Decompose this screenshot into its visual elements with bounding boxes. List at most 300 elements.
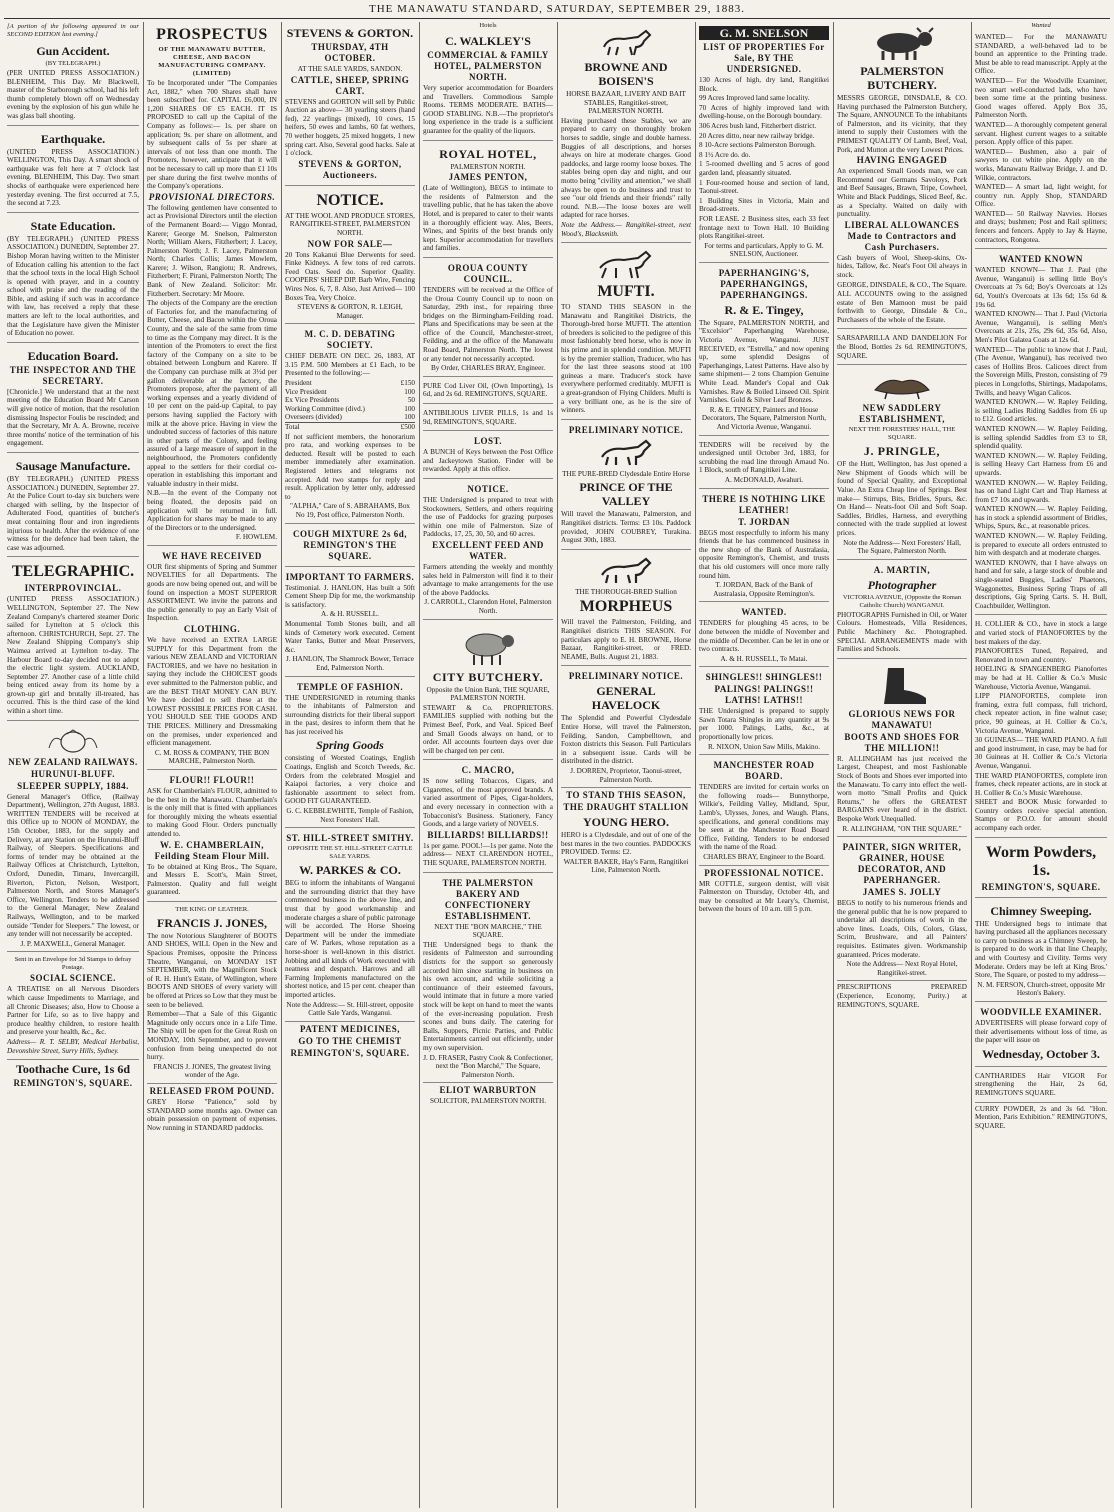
ad-signature: For terms and particulars, Apply to G. M. SNELSON, Auctioneer. [704,241,824,259]
news-earthquake [7,128,139,213]
subheadline: THE INSPECTOR AND THE SECRETARY. [9,364,137,386]
ad-signature: Note the Address— Next Foresters' Hall, The Square, Palmerston North. [843,538,961,556]
ad-notice-wool [285,188,415,325]
headline: PALMERSTON BUTCHERY. [860,64,944,92]
ad-text: FOR LEASE. 2 Business sites, each 33 feet frontage next to Town Hall. 10 Building plots Rangitikei-street. [699,214,829,241]
ad-text: If not sufficient members, the honorarium pro rata, and working expenses to be deducted. Result will be posted to each member immediately after examination. Registered letters and telegrams not accepted. Add two stamps for reply and result. Application by letter only, addressed to [285,432,415,501]
subheadline: THE DRAUGHT STALLION [563,802,689,813]
section-label: Hotels [479,22,497,29]
column-2 [144,22,280,1508]
ad-signature: "ALPHA," Care of S. ABRAHAMS, Box No 19, Post office, Palmerston North. [289,502,411,519]
ad-prescriptions [837,983,967,1009]
ad-signature: J. DORREN, Proprietor, Taonui-street, Palmerston North. [570,766,682,784]
prize-table [285,379,415,432]
headline: Chimney Sweeping. [990,903,1092,918]
ad-shingles [699,669,829,755]
ad-text: Will travel the Manawatu, Palmerston, and Rangitikei districts. Terms: £3 10s. Paddock provided, JOHN COUBREY, Turakina. August 30th, 1883. [561,510,691,545]
subheadline: AT THE WOOL AND PRODUCE STORES, RANGITIKEI-STREET, PALMERSTON NORTH. [285,211,415,237]
list-item: WANTED KNOWN— That J. Paul (the Avenue, Wanganui) is selling little Boy's Overcoats at 7s 6d; Boy's Overcoats at 12s 6d, Youth's Overcoats at 13s 6d; 15s 6d & 19s 6d. [975,266,1107,309]
ad-text: STEVENS and GORTON will sell by Public Auction as above— 30 yearling steers (hand fed), 22 yearlings (mixed), 10 cows, 15 heifers, 50 ewes and lambs, 60 fat wethers, 70 wether hoggets, 25 mixed hoggets, 1 new spring cart. Also, Several good hacks. Sale at 1 o'clock. [285,97,415,158]
headline: GLORIOUS NEWS FOR MANAWATU! [848,708,956,730]
subheadline: THE KING OF LEATHER. [175,905,249,913]
ad-signature: A. & H. RUSSELL. [321,610,379,619]
ad-text: THE Undersigned begs to thank the residents of Palmerston and surrounding districts for the support so generously accorded him since starting in business on his own account, and while soliciting a continuance of their esteemed favours, would intimate that in future a more varied stock will be kept on hand to meet the wants of the ever-increasing population. Fresh scones and buns daily. The catering for Balls, Suppers, Picnic Parties, and Public Entertainments carried out efficiently, under my own supervision. [423,940,553,1052]
ad-flour [147,772,277,902]
saddle-icon [867,372,937,400]
headline: OROUA COUNTY COUNCIL. [447,262,529,284]
ad-text: PURE Cod Liver Oil, (Own Importing), 1s 6d, and 2s 6d. REMINGTON'S, SQUARE. [423,381,553,399]
list-item: 1 5-roomed dwelling and 5 acres of good garden land, pleasantly situated. [699,160,829,177]
column-7 [834,22,970,1508]
list-item: WANTED— The public to know that J. Paul, (The Avenue, Wanganui), has received two cases of Hollins Bros. Calicoes direct from the Sovereign Mills, Preston, consisting of 79 pieces in Longcloths, Shirtings, Madapolams, Twills, and heavy Wigan Calicos. [975,345,1107,397]
ad-signature: W. E. CHAMBERLAIN, Feilding Steam Flour Mill. [154,839,270,861]
ad-morpheus [561,552,691,667]
subheadline: Wednesday, October 3. [982,1046,1100,1061]
ad-text: General Manager's Office, (Railway Department), Wellington, 27th August, 1883. WRITTEN TENDERS will be received at this Office up to NOON of MONDAY, the 15th October, 1883, for the supply and Delivery, at any Station on the Hurunui-Bluff Railway, of Sleepers. Specifications and forms of tender may be obtained at the Railway Offices at Christchurch, Lyttelton, Oxford, Dunedin, Timaru, Invercargill, Riverton, Picton, Nelson, Westport, Palmerston North, and Stores Manager's Office, Wellington. Tenders to be addressed to the General Manager, New Zealand Railways, Wellington, and to be marked outside "Tender for Sleepers." The lowest, or any tender will not necessarily be accepted. [7,792,139,939]
ad-text: TENDERS will be received by the undersigned until October 3rd, 1883, for scrubbing the road line through Arnaud No. 1 Block, south of Rangitikei Line. [699,440,829,475]
headline: NEW SADDLERY ESTABLISHMENT, [859,403,945,425]
ad-signature: G. C. KEBBLEWHITE, Temple of Fashion, Next Foresters' Hall. [286,807,414,824]
list-item: WANTED— A thoroughly competent general servant. Highest current wages to a suitable person. Apply office of this paper. [975,120,1107,147]
subheadline: JAMES S. JOLLY [862,887,942,898]
ad-signature: CHARLES BRAY, Engineer to the Board. [703,853,825,861]
list-item: THE WARD PIANOFORTES, complete iron frames, check repeater actions, are in stock at H. Collier & Co.'s Music Warehouse. [975,771,1107,797]
ad-signature: Note the Address:— St. Hill-street, opposite Cattle Sale Yards, Wanganui. [286,1000,414,1018]
list-item: WANTED— Bushmen, also a pair of sawyers to cut white pine. Apply on the works, Manawatu Railway Bridge, J. and D. Wilkie, contractors. [975,147,1107,182]
ad-text: The objects of the Company are the erection of Factories for, and the manufacturing of Butter, Cheese, and Bacon within the Oroua County, and the sale of the same from time to time as the Company may direct. It is the intention of the Promoters to erect the first factory of the Company on a site to be obtained between Longburn and Karere. If the Company can purchase milk at 3½d per gallon deliverable at the factory, the Promoters propose, after the payment of all working expenses and a yearly dividend of 10 per cent on the paid-up Capital, to pay persons having supplied the Factory with milk at the above price. Having in view the undoubted success of factories of this nature in other parts of the Colony, and feeling assured of a large measure of support in the neighbourhood, the Promoters confidently appeal to the settlers for their cordial co-operation in establishing this important and valuable industry in their midst. [147,299,277,488]
ad-text: TENDERS will be received at the Office of the Oroua County Council up to noon on Saturday, 29th inst., for repairing three bridges on the Birmingham-Feilding road. Plans and Specifications may be seen at the office of the Council, Manchester-street, Feilding, and at the office of the Manawatu Road Board, Palmerston North. The lowest or any tender not necessarily accepted. [423,285,553,363]
headline: Sausage Manufacture. [15,459,131,473]
list-item: WANTED KNOWN.— W. Rapley Feilding, is prepared to execute all orders entrusted to him with despatch and at moderate charges. [975,532,1107,558]
ad-mufti [561,245,691,420]
subheadline: W. PARKES & CO. [299,863,401,878]
headline: PRELIMINARY NOTICE. [568,671,684,682]
article-text: (BY TELEGRAPH.) (UNITED PRESS ASSOCIATION.) DUNEDIN, September 27. Bishop Moran having written to the Minister of Education calling his attention to the fact that the school texts in the local High School is opened with prayer, and in a country school with praise and the reading of the Bible, and asking if such was in accordance with law, has received a reply that these matters are left to the local authorities, and that the Legislature have given the Minister of Education no power. [7,234,139,338]
ad-manchester [699,757,829,865]
headline: PAPERHANGING'S, PAPERHANGINGS, PAPERHANGINGS. [718,267,810,300]
ad-tingey [699,265,829,436]
subheadline: REMINGTON'S, SQUARE. [981,881,1101,892]
subheadline: JAMES PENTON, [448,172,528,183]
ad-text: TO STAND THIS SEASON in the Manawatu and Rangitikei Districts, the Thorough-bred horse MUFTI. The attention of breeders is solicited to the pedigree of this most fashionably bred horse, who is now in his prime and in splendid condition. MUFTI is by the premier stallion, Traducer, who has for the last three seasons stood at 100 guineas a mare. Traducer's stock have everywhere performed creditably. MUFTI is a great-grandson of Flying Childers. Mufti is a very brilliant one, as he is the sire of winners. [561,303,691,415]
list-item: 1 Four-roomed house and section of land, Taonui-street. [699,178,829,196]
column-5 [558,22,694,1508]
ad-social-science [7,954,139,1060]
ad-text: The following gentlemen have consented to act as Provisional Directors until the election of the Permanent Board:— Viggo Monrad, Karere; George M. Snelson, Palmerston North; William Akers, Fitzherbert; J. Lacey, Palmerston North; J. F. Lacey, Palmerston North; Charles Collis; James Mowlem, Karere; J. Wilson, Rangiotu; R. Andrews, Fitzherbert; F. Pirani, Palmerston North; The Bank of New Zealand. Solicitor: Mr. Fitzherbert. Secretary: Mr Moore. [147,203,277,298]
ad-text: Remember—That a Sale of this Gigantic Magnitude only occurs once in a Life Time. The Ship will be open for the Great Rush on MONDAY, 10th September, and to prevent confusion from being unexpected do not hurry. [147,1010,277,1062]
headline: ELIOT WARBURTON [439,1085,537,1096]
ad-havelock [561,668,691,788]
ad-text: Will travel the Palmerston, Feilding, and Rangitikei districts THIS SEASON. For particulars apply to E. H. BROWNE, Horse Bazaar, Rangitikei-street, or FRED. NEAME, Bulls. August 21, 1883. [561,618,691,661]
ad-worm-powders [975,840,1107,898]
subheadline: A. MARTIN, [873,564,931,575]
ad-smithy [285,830,415,1022]
ad-text: TENDERS are invited for certain works on the following roads— Bunnythorpe, Wilkie's, Feilding Valley, Midland, Spur, Lamb's, Ulysses, Jones, and Waugh. Plans, specifications, and general conditions may be seen at the Manchester Road Board Office, Feilding. Tenders to be endorsed with the name of the Road. [699,783,829,852]
ad-temple-fashion [285,679,415,829]
headline: LOST. [473,436,503,447]
boot-icon [874,666,930,706]
news-gun-accident [7,40,139,126]
list-item: 99 Acres Improved land same locality. [699,94,810,103]
prize-label: Ex Vice Presidents [285,396,340,405]
headline: FRANCIS J. JONES, [156,915,267,930]
ad-signature: R. ALLINGHAM, "ON THE SQUARE." [842,824,962,833]
prize-amount: 100 [404,387,415,396]
ad-text: N.B.—In the event of the Company not being floated, the deposits paid on application will be returned in full. Application for shares may be made to any of the Directors or to the undersigned. [147,489,277,532]
subheadline: CLOTHING. [183,624,241,635]
masthead: THE MANAWATU STANDARD, SATURDAY, SEPTEMBER 29, 1883. [369,3,745,15]
subheadline: GENERAL HAVELOCK [591,684,661,713]
horse-icon [596,27,656,57]
ad-palmerston-butchery [837,22,967,329]
ad-text: ASK for Chamberlain's FLOUR, admitted to be the best in the Manawatu. Chamberlain's is the only mill that is fitted with appliances for thoroughly mixing the wheats essential to making Good Flour. Orders punctually attended to. [147,786,277,838]
ad-signature: By Order, CHARLES BRAY, Engineer. [430,364,546,373]
news-education-board [7,345,139,453]
prize-label: Overseers (divided) [285,413,342,422]
ad-sarsaparilla [837,331,967,365]
article-text: (UNITED PRESS ASSOCIATION.) WELLINGTON, This Day. A smart shock of earthquake was felt here at 7 o'clock last evening. BLENHEIM, This Day. Two smart shocks of earthquake were experienced here yesterday evening. The first occurred at 7.5, the second at 7.23. [7,147,139,208]
ad-text: PHOTOGRAPHS Furnished in Oil, or Water Colours. Homesteads, Villa Residences, Public Machinery &c. Photographed. SPECIAL ARRANGEMENTS made with Families and Schools. [837,610,967,654]
headline: Photographer [867,577,937,592]
ad-signature: J. CARROLL, Clarendon Hotel, Palmerston North. [424,598,552,615]
headline: MORPHEUS [579,598,673,616]
subheadline: NEXT THE "BON MARCHE," THE SQUARE. [434,922,542,940]
subheadline: SOLICITOR, PALMERSTON NORTH. [429,1097,547,1106]
headline: PATENT MEDICINES, [299,1023,401,1034]
list-item: WANTED— For the MANAWATU STANDARD, a well-behaved lad to be bound an apprentice to the Printing trade. Must be able to read manuscript. Apply at the Office. [975,33,1107,76]
byline: (BY TELEGRAPH.) [45,60,101,67]
ad-signature: N. M. FERSON, Church-street, opposite Mr Heston's Bakery. [977,980,1105,998]
subheadline: BILLIARDS! BILLIARDS!! [427,829,549,840]
wanted-known-list [975,251,1107,615]
ad-text: Very superior accommodation for Boarders and Travellers. Commodious Sample Rooms. TERMS MODERATE. BATHS—GOOD STABLING. N.B.—The proprietor's long experience in the trade is a sufficient guarantee for the quality of the liquors. [423,84,553,135]
list-item: HOELING & SPANGENBERG Pianofortes may be had at H. Collier & Co.'s Music Warehouse, Victoria Avenue, Wanganui. [975,665,1107,691]
ad-macro [423,762,553,872]
ad-text: THE Undersigned begs to intimate that having purchased all the appliances necessary to carry on business as a Chimney Sweep, he is prepared to do work in that line Cheaply, and with Courtesy and Civility. Terms very Moderate. Orders may be left at King Bros.' Store, The Square, or posted to my address— [975,919,1107,980]
ad-signature: GEORGE, DINSDALE, & CO., The Square. [837,280,967,289]
ad-signature: T. JORDAN, Back of the Bank of Australasia, Opposite Remington's. [713,581,815,598]
list-item: WANTED— A smart lad, light weight, for country run. Apply Shop, STANDARD Office. [975,183,1107,209]
list-item: WANTED KNOWN.— W. Rapley Feilding, has in stock a splendid assortment of Bridles, Whips, Spurs, &c., at reasonable prices. [975,505,1107,531]
headline: M. C. D. DEBATING SOCIETY. [304,329,396,351]
headline: THE PALMERSTON BAKERY AND CONFECTIONERY ESTABLISHMENT. [442,877,534,921]
ad-farmers [285,569,415,677]
subheadline: OPPOSITE THE ST. HILL-STREET CATTLE SALE YARDS. [287,845,413,861]
ad-wanted-plough [699,604,829,667]
ad-signature: A. & H. RUSSELL, Te Matai. [720,654,808,663]
list-item: H. COLLIER & CO., have in stock a large and varied stock of PIANOFORTES by the best makers of the day. [975,620,1107,646]
subheadline: LIBERAL ALLOWANCES Made to Contractors and Cash Purchasers. [844,219,960,252]
ad-royal-hotel [423,143,553,258]
prize-amount: 100 [404,404,415,413]
ad-text: PRESCRIPTIONS PREPARED (Experience, Economy, Purity.) at REMINGTON'S, SQUARE. [837,983,967,1009]
ad-pound [147,1086,277,1132]
horse-icon [596,439,656,467]
column-6 [696,22,832,1508]
list-item: 8 1½ Acre do. do. [699,150,751,159]
headline: Education Board. [27,348,119,363]
ad-walkley [423,30,553,141]
news-telegraphic [7,559,139,720]
article-text: (PER UNITED PRESS ASSOCIATION.) BLENHEIM, This Day. Mr Blackwell, master of the Starborough school, had his left thumb completely blown off on Wednesday evening by the explosion of his gun while he was glass ball shooting. [7,69,139,120]
headline: Earthquake. [40,131,106,146]
ad-signature: Note the Address— Next Royal Hotel, Rangitikei-street. [846,960,958,977]
ad-paddocks [423,481,553,620]
subheadline: VICTORIA AVENUE, (Opposite the Roman Catholic Church) WANGANUI. [842,593,962,609]
horse-icon [596,557,656,585]
headline: COUGH MIXTURE 2s 6d, REMINGTON'S THE SQUARE. [292,528,407,561]
ad-warburton [423,1085,553,1106]
edition-note: [A portion of the following appeared in our SECOND EDITION last evening.] [7,23,139,38]
subheadline: PALMERSTON NORTH. [450,162,526,171]
ad-text: An experienced Small Goods man, we can Recommend our Germans Savoloys, Pork and Beef Sausages, Brawn, Tripe, Cowheel, White and Black Puddings, Sliced Beef, &c. as a Specialty. Waited on daily with punctuality. [837,167,967,219]
article-text: (BY TELEGRAPH.) (UNITED PRESS ASSOCIATION.) DUNEDIN, September 27. At the Police Court to-day six butchers were charged with selling, by the Inspector of Adulterated Food, quantities of butcher's meat containing flour and iron ingredients injurious to health. After the evidence of one witness for the defence had been taken, the case was adjourned. [7,475,139,552]
ad-text: (Late of Wellington), BEGS to intimate to the residents of Palmerston and the travelling public, that he has taken the above Hotel, and is prepared to cater to their wants in a thoroughly efficient way. Ales, Beers, Wines, and Spirits of the best brands only kept. Superior accommodation for travellers and families. [423,184,553,253]
subheadline: OF THE MANAWATU BUTTER, CHEESE, AND BACON MANUFACTURING COMPANY. (LIMITED) [158,46,266,77]
subheadline: SLEEPER SUPPLY, 1884. [17,780,129,791]
subheadline: THE PURE-BRED Clydesdale Entire Horse [562,469,690,478]
headline: WANTED. [741,607,787,618]
prize-label: Total [285,423,300,432]
headline: RELEASED FROM POUND. [149,1085,275,1096]
subheadline: J. PRINGLE, [863,444,941,459]
ad-signature: J. P. MAXWELL, General Manager. [20,939,126,948]
article-text: (UNITED PRESS ASSOCIATION.) WELLINGTON, September 27. The New Zealand Company's chartered steamer Doric sailed for Lyttelton at 5 o'clock this afternoon. CHRISTCHURCH, Sept. 27. The New Zealand Shipping Company's ship Waimea arrived at Lyttelton to-day. The Harbour Board to-day decided not to adopt the electric light system. AUCKLAND, September 27. Another case of a little child being enticed away from its home by a grown-up girl and brutally ill-treated, has occurred. This is the third case of the kind within a short time. [7,595,139,716]
list-item: WANTED KNOWN.— W. Rapley Feilding, has on hand Light Cart and Trap Harness at from £7 10s and upwards. [975,478,1107,504]
ad-allingham [837,661,967,837]
prize-row [285,388,415,397]
headline: PAINTER, SIGN WRITER, GRAINER, HOUSE DECORATOR, AND PAPERHANGER. [842,842,962,886]
headline: Gun Accident. [36,44,110,58]
ad-text: CURRY POWDER, 2s and 3s 6d. "Hon. Mention, Paris Exhibition." REMINGTON'S, SQUARE. [975,1104,1107,1130]
subheadline: T. JORDAN [738,516,790,527]
list-item: PIANOFORTES Tuned, Repaired, and Renovated in town and country. [975,647,1107,664]
ad-saddlery [837,367,967,560]
ad-toothache [7,1062,139,1089]
ad-signature: J. D. FRASER, Pastry Cook & Confectioner, next the "Bon Marché," The Square, Palmerston North. [423,1053,553,1079]
list-item: WANTED— For the Woodville Examiner, two smart well-conducted lads, who have been some time at the printing business. Good wages offered. Apply Box 35, Palmerston North. [975,76,1107,120]
prize-row [285,379,415,388]
headline: IMPORTANT TO FARMERS. [285,571,415,582]
headline: SOCIAL SCIENCE. [29,973,117,984]
list-item: 30 GUINEAS— THE WARD PIANO. A full and good instrument, in case, may be had for 30 Guineas at H. Collier & Co.'s Victoria Avenue, Wanganui. [975,736,1107,770]
ad-text: THE Undersigned is prepared to treat with Stockowners, Settlers, and others requiring the use of Paddocks for grazing purposes within one mile of Palmerston. Size of Paddocks, 17, 25, 30, 50, and 60 acres. [423,496,553,539]
ad-boots-jones [147,904,277,1084]
list-item: WANTED KNOWN— That J. Paul (Victoria Avenue, Wanganui), is selling Men's Overcoats at 21s, 25s, 29s 6d, 35s 6d, Also, Men's Pilot Galatea Coats at 12s 6d. [975,310,1107,344]
list-item: 306 Acres bush land, Fitzherbert district. [699,121,817,130]
subheadline: PRINCE OF THE VALLEY [579,480,673,509]
ad-lost [423,433,553,479]
list-item: 70 Acres of highly improved land with dwelling-house, on the Borough boundary. [699,103,829,121]
ad-city-butchery [423,622,553,761]
headline: TEMPLE OF FASHION. [296,681,404,692]
headline: NOTICE. [316,191,384,209]
ad-text: CANTHARIDES Hair VIGOR For strengthening the Hair, 2s 6d, REMINGTON'S SQUARE. [975,1071,1107,1097]
ad-text: HERO is a Clydesdale, and out of one of the best mares in the two counties. PADDOCKS PROVIDED. Terms: £2. [561,831,691,857]
ad-railways [7,723,139,953]
news-state-education [7,215,139,343]
ad-signature: R. & E. TINGEY, Painters and House Decorators, The Square, Palmerston North, And Victoria Avenue, Wanganui. [701,405,827,431]
ad-curry [975,1105,1107,1131]
ad-text: The now Notorious Slaughterer of BOOTS AND SHOES, WILL Open in the New and Spacious Premises, opposite the Princess Theatre, Wanganui, on MONDAY 1ST SEPTEMBER, with the Magnificent Stock of R. H. Hunt's Estate, of Wellington, where BOOTS AND SHOES of every variety will be offered at Prices so Low that they must be seen to be believed. [147,931,277,1009]
subheadline: GO TO THE CHEMIST [298,1035,402,1046]
headline: ROYAL HOTEL, [439,146,537,161]
prize-row [285,413,415,422]
subheadline: PALINGS! PALINGS!! LATHS! LATHS!! [714,684,814,706]
ad-jordan [699,491,829,603]
headline: PRELIMINARY NOTICE. [568,424,684,435]
headline: TELEGRAPHIC. [11,563,135,581]
headline: PROFESSIONAL NOTICE. [704,867,824,878]
ad-text: R. ALLINGHAM has just received the Largest, Cheapest, and most Fashionable Stock of Boots and Shoes ever imported into the Manawatu. To carry into effect the well-worn motto "Small Profits and Quick Returns," he offers the GREATEST BARGAINS ever heard of in the district. Bespoke Work Unequalled. [837,754,967,823]
ad-text: GREY Horse "Patience," sold by STANDARD some months ago. Owner can obtain possession on payment of expenses. Now running in STANDARD paddocks. [147,1097,277,1132]
subheadline: REMINGTON'S, SQUARE. [13,1078,133,1089]
subheadline: HURUNUI-BLUFF. [31,768,115,779]
headline: STEVENS & GORTON. [286,26,414,40]
prize-row [285,422,415,432]
ad-note: Note the Address.— Rangitikei-street, next Wood's, Blacksmith. [561,220,691,238]
headline: MUFTI. [597,283,655,301]
subheadline: LIST OF PROPERTIES For Sale, BY THE UNDERSIGNED. [703,42,825,74]
prize-label: President [285,379,312,388]
subheadline: PROVISIONAL DIRECTORS. [148,191,276,202]
headline: C. MACRO, [461,765,515,776]
ad-woodville [975,1004,1107,1067]
ad-text: OF the Hutt, Wellington, has Just opened a New Shipment of Goods which will be found of Special Quality, and Exceptional Value. An Extra Cheap line of Springs. Best make— Stirrups, Bits, Bridles, Spurs, &c. On Hand— Neats-foot Oil and Soft Soap. Saddles, Bridles, Harness, and everything connected with the trade supplied at lowest prices. [837,460,967,537]
ad-cantharides [975,1069,1107,1103]
ad-text: consisting of Worsted Coatings, English Coatings, English and Scotch Tweeds, &c. Orders from the celebrated Mosgiel and Kaiapoi factories, a very choice and fashionable assortment to select from. GOOD FIT GUARANTEED. [285,754,415,806]
subheadline: CATTLE, SHEEP, SPRING CART. [290,74,410,96]
list-item: WANTED KNOWN, that I have always on hand and for sale, a large stock of double and single-seated Buggies, Ladies' Phaetons, Waggonettes, Business Spring Traps of all descriptions, Gig Spring Carts. S. H. Bull, Coachbuilder, Wellington. [975,558,1107,610]
ad-text: To be Incorporated under "The Companies Act, 1882," when 700 Shares shall have been subscribed for. CAPITAL £6,000, IN 1,200 SHARES OF £5 EACH. IT IS PROPOSED to call up the Capital of the Company as follows:— 1s. per share on application; 9s. per share on allotment, and by subsequent calls of 5s per share at intervals of not less than one month. The Promoters, however, anticipate that it will not be necessary to call up more than £1 10s per share during the first twelve months of the Company's operations. [147,79,277,191]
ad-text: Farmers attending the weekly and monthly sales held in Palmerston will find it to their advantage to make arrangements for the use of the above Paddocks. [423,562,553,597]
ad-text: ALL ACCOUNTS owing to the assigned estate of Ben Mamoon must be paid forthwith to George, Dinsdale & Co., Purchasers of the whole of the Estate. [837,290,967,324]
ad-jolly [837,839,967,981]
prize-amount: £500 [400,423,415,432]
list-item: SHEET and BOOK Music forwarded to Country orders receive special attention. Stamps or P.O.O. for amount should accompany each order. [975,798,1107,833]
list-item: 1 Building Sites in Victoria, Main and Broad-streets. [699,196,829,214]
ad-signature: STEVENS & GORTON, R. LEIGH, Manager. [297,303,403,320]
ad-signature: R. NIXON, Union Saw Mills, Makino. [707,742,820,751]
bull-icon [867,27,937,61]
headline: Worm Powders, 1s. [985,843,1097,879]
column-1 [4,22,142,1508]
headline: NOTICE. [467,484,509,494]
ad-text: 1s per game. POOL!—1s per game. Note the address— NEXT CLARENDON HOTEL, THE SQUARE, PALMERSTON NORTH. [423,841,553,868]
ad-signature: FRANCIS J. JONES, The greatest living wonder of the Age. [153,1062,271,1080]
list-item: WANTED KNOWN.— W. Rapley Feilding, is selling splendid Saddles from £3 to £8, splendid quality. [975,424,1107,451]
ad-chimney [975,900,1107,1002]
ad-text: BEGS most respectfully to inform his many friends that he has commenced business in the new shop of the Bank of Australasia, opposite Remington's, Chemist, and trusts that his old customers will once more rally round him. [699,528,829,580]
ad-text: The Square, PALMERSTON NORTH, and "Excelsior" Paperhanging Warehouse, Victoria Avenue, Wanganui. JUST RECEIVED, ex "Estrella," and now opening up, some splendid Designs of Paperhangings, Latest Patterns. Have also by same shipment— 2 tons Champion Genuine White Lead. Mander's Copal and Oak Varnishes. Raw & Boiled Linseed Oil. Spirit Varnishes. Gold & Silver Leaf Bronzes. [699,318,829,405]
ad-bakery [423,875,553,1084]
ad-text: 20 Tons Kakanui Blue Derwents for seed. Finke Kidneys. A few tons of red carrots. Feed Oats. Seed do. Superior Quality. COOPERS' SHEEP DIP. Barb Wire, Fencing Wires Nos. 6, 7, 8. Also, Just Arrived— 100 Boxes Tea, Very Choice. [285,250,415,302]
subheadline: YOUNG HERO. [582,815,669,830]
ad-text: THE UNDERSIGNED in returning thanks to the inhabitants of Palmerston and surrounding districts for their liberal support in the past, desires to inform them that he has just received his [285,693,415,736]
ad-signature: WALTER BAKER, Hay's Farm, Rangitikei Line, Palmerston North. [563,857,689,875]
ad-text: SARSAPARILLA AND DANDELION For the Blood, Bottles 2s 6d. REMINGTON'S, SQUARE. [837,334,967,360]
ad-cod-liver [423,379,553,404]
headline: C. WALKLEY'S [445,34,531,48]
article-text: [Chronicle.] We understand that at the next meeting of the Education Board Mr Carson will give notice of motion, that the resolution dismissing Inspector Foulis be rescinded; and that the Secretary, Mr A. A. Browne, receive three months' notice of the termination of his engagement. [7,387,139,448]
prize-amount: 100 [404,413,415,422]
prize-label: Vice President [285,387,327,396]
ad-text: MR COTTLE, surgeon dentist, will visit Palmerston on Thursday, October 4th, and may be consulted at Mr Leary's, Chemist, between the hours of 10 a.m. till 5 p.m. [699,879,829,914]
ad-text: THE Undersigned is prepared to supply Sawn Totara Shingles in any quantity at 9s per 1000. Palings, Laths, &c., at proportionally low prices. [699,707,829,742]
subheadline: R. & E. Tingey, [724,302,804,317]
headline: FLOUR!! FLOUR!! [169,774,255,785]
ad-text: To be obtained at King Bros., The Square, and Messrs E. Scott's, Main Street, Palmerston. Quality and full weight guaranteed. [147,862,277,897]
list-item: WANTED KNOWN.— W. Rapley Feilding, is selling Ladies Riding Saddles from £6 up to £12. Good articles. [975,398,1107,424]
column-3 [282,22,418,1508]
ad-browne-boisen [561,22,691,243]
list-item: 130 Acres of high, dry land, Rangitikei Block. [699,76,829,93]
headline: MANCHESTER ROAD BOARD. [713,760,815,782]
coat-of-arms-icon [43,728,103,754]
ad-signature: C. M. ROSS & COMPANY, THE BON MARCHE, Palmerston North. [154,748,270,766]
ad-text: Having purchased these Stables, we are prepared to carry on thoroughly broken horses to saddle, single and double harness. Buggies of all descriptions, and horses always on hire at moderate charges. Good paddocks, and large roomy loose boxes. The stables being open day and night, and our motto being "civility and attention," we shall always be open to do business and trust to see "our old friends and their friends" rally round. N.B.—The loose boxes are well adapted for race horses. [561,116,691,220]
ad-text: ADVERTISERS will please forward copy of their advertisements without loss of time, as the paper will issue on [975,1019,1107,1045]
ad-signature: A. McDONALD, Awahuri. [724,475,804,484]
ad-signature: STEVENS & GORTON, Auctioneers. [298,158,402,180]
news-sausage [7,455,139,557]
headline: Toothache Cure, 1s 6d [15,1062,131,1077]
prize-row [285,396,415,405]
headline: WANTED KNOWN [999,254,1083,265]
headline: SHINGLES!! SHINGLES!! [705,672,823,683]
subheadline: Spring Goods [316,738,384,753]
ad-young-hero [561,790,691,875]
subheadline: NOW FOR SALE— [307,238,393,249]
ad-patent [285,1024,415,1059]
headline: State Education. [30,218,116,233]
subheadline: INTERPROVINCIAL. [24,583,122,594]
ad-received [147,548,277,770]
wanted-list [975,30,1107,249]
ad-signature: J. HANLON, The Shamrock Bower, Terrace End, Palmerston North. [286,655,414,672]
ad-text: TENDERS for ploughing 45 acres, to be done between the middle of November and the middle of December. Can be let in one or two contracts. [699,619,829,654]
ad-oroua [423,260,553,377]
list-item: WANTED— 50 Railway Navvies. Horses and drays; bushmen; Post and Rail splitters; fencers and fencers. Apply to Jay & Hayne, contractors, Rongotea. [975,209,1107,244]
list-item: 20 Acres ditto, near new railway bridge. [699,131,815,140]
subheadline: BOOTS AND SHOES FOR THE MILLION!! [844,731,960,753]
ad-text: Monumental Tomb Stones built, and all kinds of Cemetery work executed. Cement Water Tanks, Butter and Meat Preservers, &c. [285,619,415,654]
headline: G. M. SNELSON [699,26,829,40]
prize-label: Working Committee (divd.) [285,404,365,413]
ad-address: Address— R. T. SELBY, Medical Herbalist, Devonshire Street, Surry Hills, Sydney. [7,1037,139,1055]
subheadline: EXCELLENT FEED AND WATER. [432,539,544,561]
headline: WE HAVE RECEIVED [162,550,262,561]
section-label: Wanted [1031,22,1051,29]
ad-text: Cash buyers of Wool, Sheep-skins, Ox-hides, Tallow, &c. Neat's Foot Oil always in stock. [837,253,967,279]
subheadline: HORSE BAZAAR, LIVERY AND BAIT STABLES, Rangitikei-street, PALMERSTON NORTH. [566,90,686,116]
subheadline: THURSDAY, 4TH OCTOBER. [311,42,389,63]
ad-signature: F. HOWLEM. [235,533,277,542]
subheadline: REMINGTON'S, SQUARE. [290,1047,410,1058]
list-item: LIPP PIANOFORTES, complete iron framing, extra full compass, full trichord, check repeater action, in fine walnut case; price, 90 guineas, at H. Collier & Co.'s, Victoria Avenue, Wanganui. [975,692,1107,735]
headline: ST. HILL-STREET SMITHY. [286,833,414,844]
ad-text: STEWART & Co. PROPRIETORS. FAMILIES supplied with nothing but the Primest Beef, Pork, and Veal. Spiced Beef and Small Goods always on hand, or to order. All accounts fourteen days over due will be charged ten per cent. [423,703,553,755]
ad-tender-scrub [699,438,829,489]
ad-text: Testimonial. J. HANLON, Has built a 50ft Cement Sheep Dip for me, the workmanship is satisfactory. [285,583,415,609]
ad-text: OUR first shipments of Spring and Summer NOVELTIES for all Departments. The goods are now being opened out, and will be found on inspection a MOST SUPERIOR ASSORTMENT. We invite the patrons and the public generally to pay an Early Visit of Inspection. [147,562,277,623]
ad-text: ANTIBILIOUS LIVER PILLS, 1s and 1s 9d, REMINGTON'S, SQUARE. [423,409,553,426]
subheadline: HAVING ENGAGED [856,155,948,166]
piano-list [975,617,1107,837]
list-item: WANTED KNOWN.— W. Rapley Feilding, is selling Heavy Cart Harness from £6 and upwards. [975,451,1107,477]
ad-text: A TREATISE on all Nervous Disorders which cause Impediments to Marriage, and all Chronic Diseases; also, How to Choose a Partner for Life, so as to live happy and produce healthy children, to restore health and preserve your health, &c., &c. [7,985,139,1037]
horse-icon [594,250,658,280]
